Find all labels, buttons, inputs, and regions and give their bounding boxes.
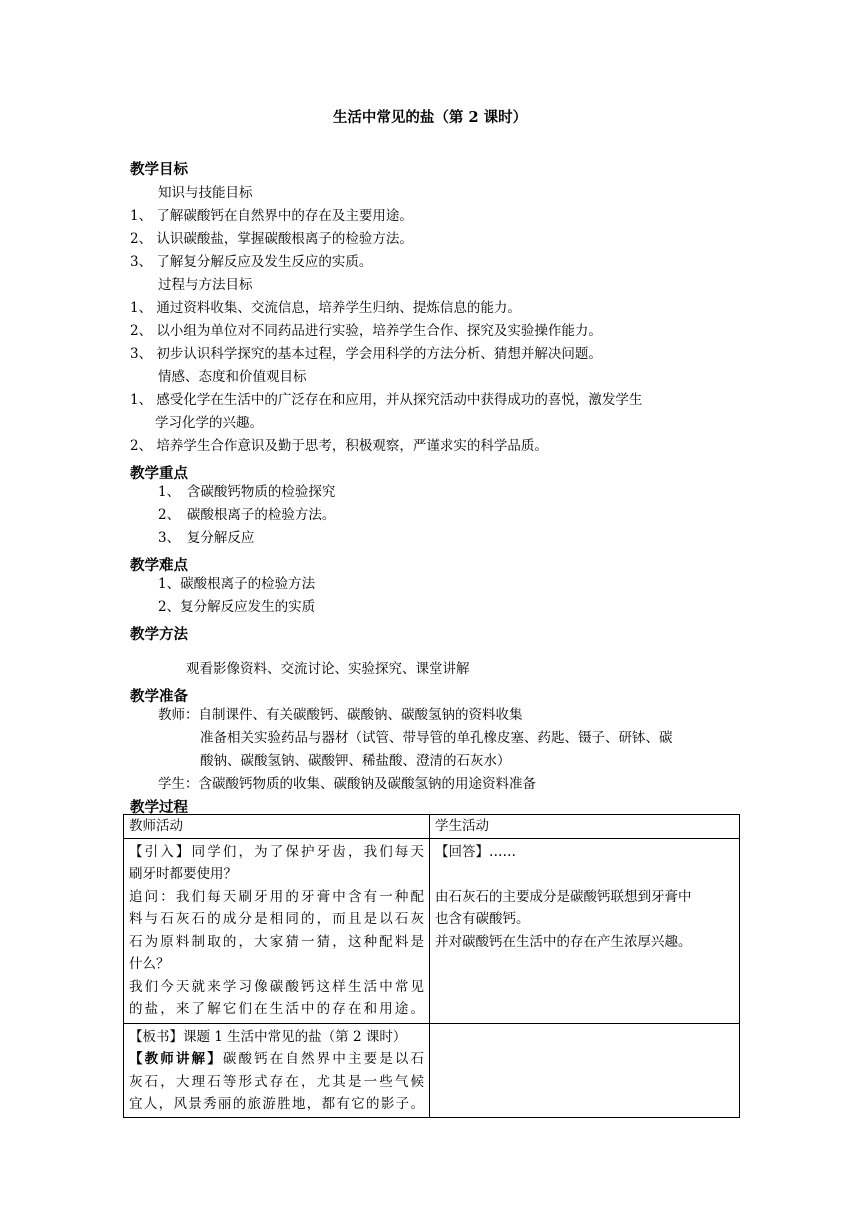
key-point-item: 2、 碳酸根离子的检验方法。 — [158, 507, 336, 523]
student-activity-cell — [430, 838, 740, 1023]
process-item: 3、 初步认识科学探究的基本过程，学会用科学的方法分析、猜想并解决问题。 — [130, 346, 602, 362]
cell-line: 的盐，来了解它们在生活中的存在和用途。 — [129, 1001, 424, 1017]
heading-key-points: 教学重点 — [130, 465, 188, 482]
board-text: 课题 1 生活中常见的盐（第 2 课时） — [183, 1028, 407, 1045]
heading-difficulties: 教学难点 — [130, 557, 188, 574]
heading-process: 教学过程 — [130, 799, 188, 816]
answer-tag: 【回答】 — [435, 843, 489, 860]
cell-line: 料与石灰石的成分是相同的，而且是以石灰 — [129, 911, 424, 927]
attitude-label: 情感、态度和价值观目标 — [158, 369, 307, 385]
attitude-item: 2、 培养学生合作意识及勤于思考，积极观察，严谨求实的科学品质。 — [130, 438, 548, 454]
cell-line — [435, 841, 734, 864]
col-header-teacher: 教师活动 — [124, 815, 430, 839]
board-tag: 【板书】 — [129, 1028, 183, 1045]
cell-line: 追问：我们每天刷牙用的牙膏中含有一种配 — [129, 888, 424, 905]
key-point-item: 1、 含碳酸钙物质的检验探究 — [158, 484, 336, 500]
attitude-item: 1、 感受化学在生活中的广泛存在和应用，并从探究活动中获得成功的喜悦，激发学生 — [130, 392, 643, 408]
prep-teacher: 教师：自制课件、有关碳酸钙、碳酸钠、碳酸氢钠的资料收集 — [158, 707, 523, 723]
cell-line: 由石灰石的主要成分是碳酸钙联想到牙膏中 — [435, 888, 692, 905]
answer-text: …… — [489, 843, 516, 860]
cell-line: 灰石，大理石等形式存在，尤其是一些气候 — [129, 1073, 424, 1090]
cell-line: 我们今天就来学习像碳酸钙这样生活中常见 — [129, 978, 424, 995]
knowledge-label: 知识与技能目标 — [158, 185, 253, 201]
attitude-item-cont: 学习化学的兴趣。 — [155, 415, 263, 431]
student-activity-cell — [430, 1023, 740, 1117]
col-header-student: 学生活动 — [430, 815, 740, 839]
key-point-item: 3、 复分解反应 — [158, 530, 255, 546]
cell-line: 什么？ — [129, 956, 170, 972]
page-title: 生活中常见的盐（第 2 课时） — [332, 109, 528, 126]
cell-line: 也含有碳酸钙。 — [435, 911, 530, 927]
lecture-text: 碳酸钙在自然界中主要是以石 — [222, 1051, 425, 1067]
methods-text: 观看影像资料、交流讨论、实验探究、课堂讲解 — [186, 661, 470, 677]
prep-teacher-cont: 准备相关实验药品与器材（试管、带导管的单孔橡皮塞、药匙、镊子、研钵、碳 — [200, 730, 673, 746]
knowledge-item: 2、 认识碳酸盐，掌握碳酸根离子的检验方法。 — [130, 231, 413, 247]
cell-line: 刷牙时都要使用？ — [129, 866, 237, 882]
knowledge-item: 1、 了解碳酸钙在自然界中的存在及主要用途。 — [130, 208, 413, 224]
cell-line: 并对碳酸钙在生活中的存在产生浓厚兴趣。 — [435, 933, 692, 950]
cell-line — [129, 1048, 424, 1071]
process-item: 2、 以小组为单位对不同药品进行实验，培养学生合作、探究及实验操作能力。 — [130, 323, 602, 339]
heading-preparation: 教学准备 — [130, 688, 188, 705]
process-item: 1、 通过资料收集、交流信息，培养学生归纳、提炼信息的能力。 — [130, 300, 521, 316]
heading-methods: 教学方法 — [130, 626, 188, 643]
table-row — [124, 838, 740, 1023]
process-label: 过程与方法目标 — [158, 277, 253, 293]
intro-tag: 【引入】 — [129, 843, 192, 860]
table-row — [124, 1023, 740, 1117]
cell-line: 宜人，风景秀丽的旅游胜地，都有它的影子。 — [129, 1096, 424, 1112]
lecture-tag: 【教师讲解】 — [129, 1051, 223, 1067]
knowledge-item: 3、 了解复分解反应及发生反应的实质。 — [130, 254, 373, 270]
cell-line — [129, 1026, 424, 1049]
difficulty-item: 1、碳酸根离子的检验方法 — [158, 576, 316, 592]
cell-text: 同学们，为了保护牙齿，我们每天 — [191, 843, 425, 860]
heading-objectives: 教学目标 — [130, 161, 188, 178]
cell-line: 石为原料制取的，大家猜一猜，这种配料是 — [129, 933, 424, 950]
cell-spacer — [435, 863, 734, 886]
difficulty-item: 2、复分解反应发生的实质 — [158, 599, 316, 615]
cell-line — [129, 841, 424, 864]
prep-student: 学生：含碳酸钙物质的收集、碳酸钠及碳酸氢钠的用途资料准备 — [158, 776, 536, 792]
table-header-row — [124, 815, 740, 839]
teacher-activity-cell — [124, 838, 430, 1023]
teacher-activity-cell — [124, 1023, 430, 1117]
process-table — [123, 814, 740, 1118]
prep-teacher-cont: 酸钠、碳酸氢钠、碳酸钾、稀盐酸、澄清的石灰水） — [200, 753, 511, 769]
